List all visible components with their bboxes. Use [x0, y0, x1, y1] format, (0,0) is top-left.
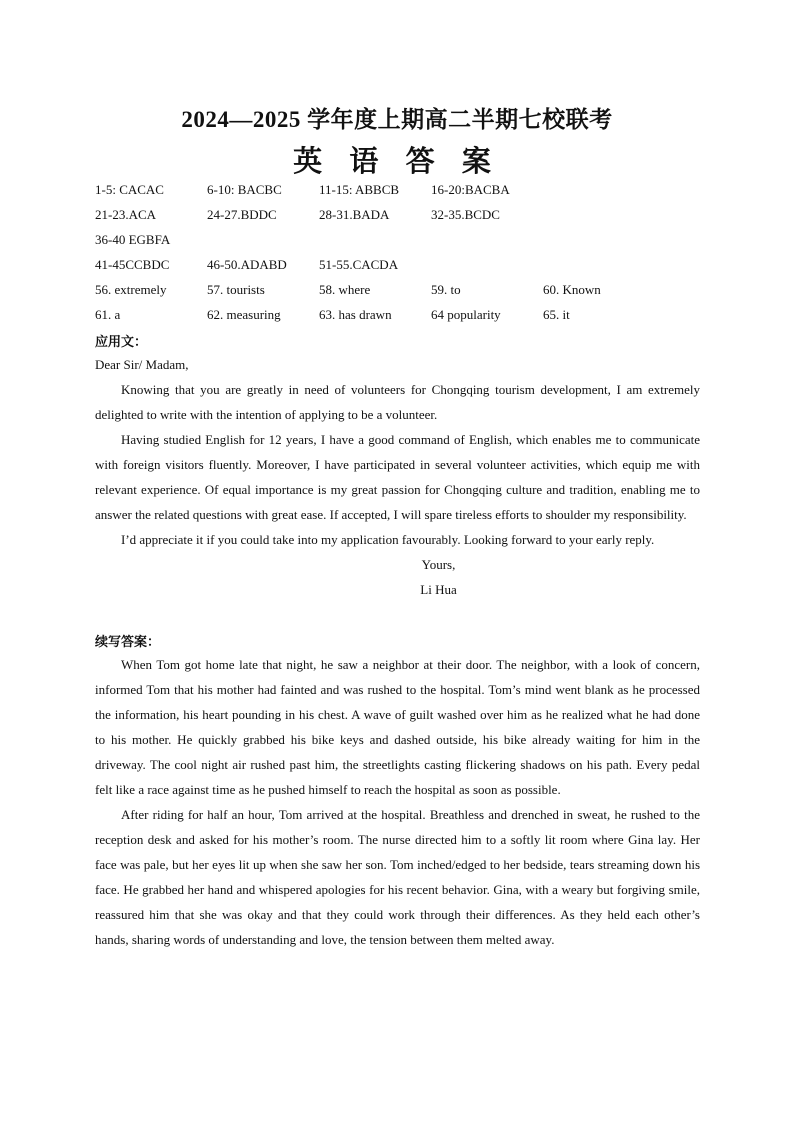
- exam-title: 2024—2025 学年度上期高二半期七校联考: [181, 107, 613, 132]
- answer-cell: 21-23.ACA: [95, 207, 157, 222]
- answer-cell: 62. measuring: [207, 307, 281, 322]
- letter-salutation: Dear Sir/ Madam,: [95, 357, 189, 372]
- answer-cell: 64 popularity: [431, 307, 501, 322]
- answer-cell: 36-40 EGBFA: [95, 232, 171, 247]
- letter-paragraph: I’d appreciate it if you could take into my application favourably. Looking forward to your early reply.: [121, 532, 655, 547]
- answer-cell: 58. where: [319, 282, 371, 297]
- answer-row: [95, 257, 715, 277]
- answer-cell: 1-5: CACAC: [95, 182, 164, 197]
- answer-row: [95, 282, 715, 302]
- answer-row: [95, 207, 715, 227]
- answer-cell: 65. it: [543, 307, 570, 322]
- answer-cell: 61. a: [95, 307, 121, 322]
- answer-cell: 51-55.CACDA: [319, 257, 399, 272]
- letter-paragraph: Having studied English for 12 years, I have a good command of English, which enables me to communicate with foreign visitors fluently. Moreover, I have participated in several volunteer activities, which equip me with relevant experience. Of equal importance is my great passion for Chongqing culture and tradition, enabling me to answer the related questions with great ease. If accepted, I will spare tireless efforts to shoulder my responsibility.: [95, 432, 700, 522]
- continuation-body: [95, 652, 700, 952]
- answer-cell: 59. to: [431, 282, 461, 297]
- answer-cell: 11-15: ABBCB: [319, 182, 400, 197]
- letter-heading: 应用文：: [95, 334, 148, 349]
- answer-cell: 60. Known: [543, 282, 601, 297]
- continuation-paragraph: When Tom got home late that night, he saw a neighbor at their door. The neighbor, with a look of concern, informed Tom that his mother had fainted and was rushed to the hospital. Tom’s mind went blank as he processed the information, his heart pounding in his chest. A wave of guilt washed over him as he realized what he had done to his mother. He quickly grabbed his bike keys and dashed outside, his bike already waiting for him in the driveway. The cool night air rushed past him, the streetlights casting flickering shadows on his path. Every pedal felt like a race against time as he pushed himself to reach the hospital as soon as possible.: [95, 657, 700, 797]
- answer-row: [95, 307, 715, 327]
- answer-key-title: 英 语 答 案: [293, 146, 501, 178]
- answer-cell: 32-35.BCDC: [431, 207, 500, 222]
- answer-cell: 57. tourists: [207, 282, 265, 297]
- letter-signature: Li Hua: [420, 582, 457, 597]
- answer-cell: 24-27.BDDC: [207, 207, 277, 222]
- answer-row: [95, 182, 715, 202]
- answer-cell: 16-20:BACBA: [431, 182, 510, 197]
- continuation-heading: 续写答案：: [95, 634, 161, 649]
- answer-cell: 63. has drawn: [319, 307, 392, 322]
- letter-body: [95, 352, 700, 602]
- answer-cell: 46-50.ADABD: [207, 257, 287, 272]
- letter-closing: Yours,: [421, 557, 456, 572]
- answer-cell: 41-45CCBDC: [95, 257, 170, 272]
- answer-cell: 28-31.BADA: [319, 207, 390, 222]
- answer-cell: 6-10: BACBC: [207, 182, 282, 197]
- answer-cell: 56. extremely: [95, 282, 167, 297]
- letter-paragraph: Knowing that you are greatly in need of volunteers for Chongqing tourism development, I am extremely delighted to write with the intention of applying to be a volunteer.: [95, 382, 700, 422]
- continuation-paragraph: After riding for half an hour, Tom arrived at the hospital. Breathless and drenched in sweat, he rushed to the reception desk and asked for his mother’s room. The nurse directed him to a softly lit room where Gina lay. Her face was pale, but her eyes lit up when she saw her son. Tom inched/edged to her bedside, tears streaming down his face. He grabbed her hand and whispered apologies for his recent behavior. Gina, with a weary but forgiving smile, reassured him that she was okay and that they could work through their differences. As they held each other’s hands, sharing words of understanding and love, the tension between them melted away.: [95, 807, 700, 947]
- answer-row: [95, 232, 715, 252]
